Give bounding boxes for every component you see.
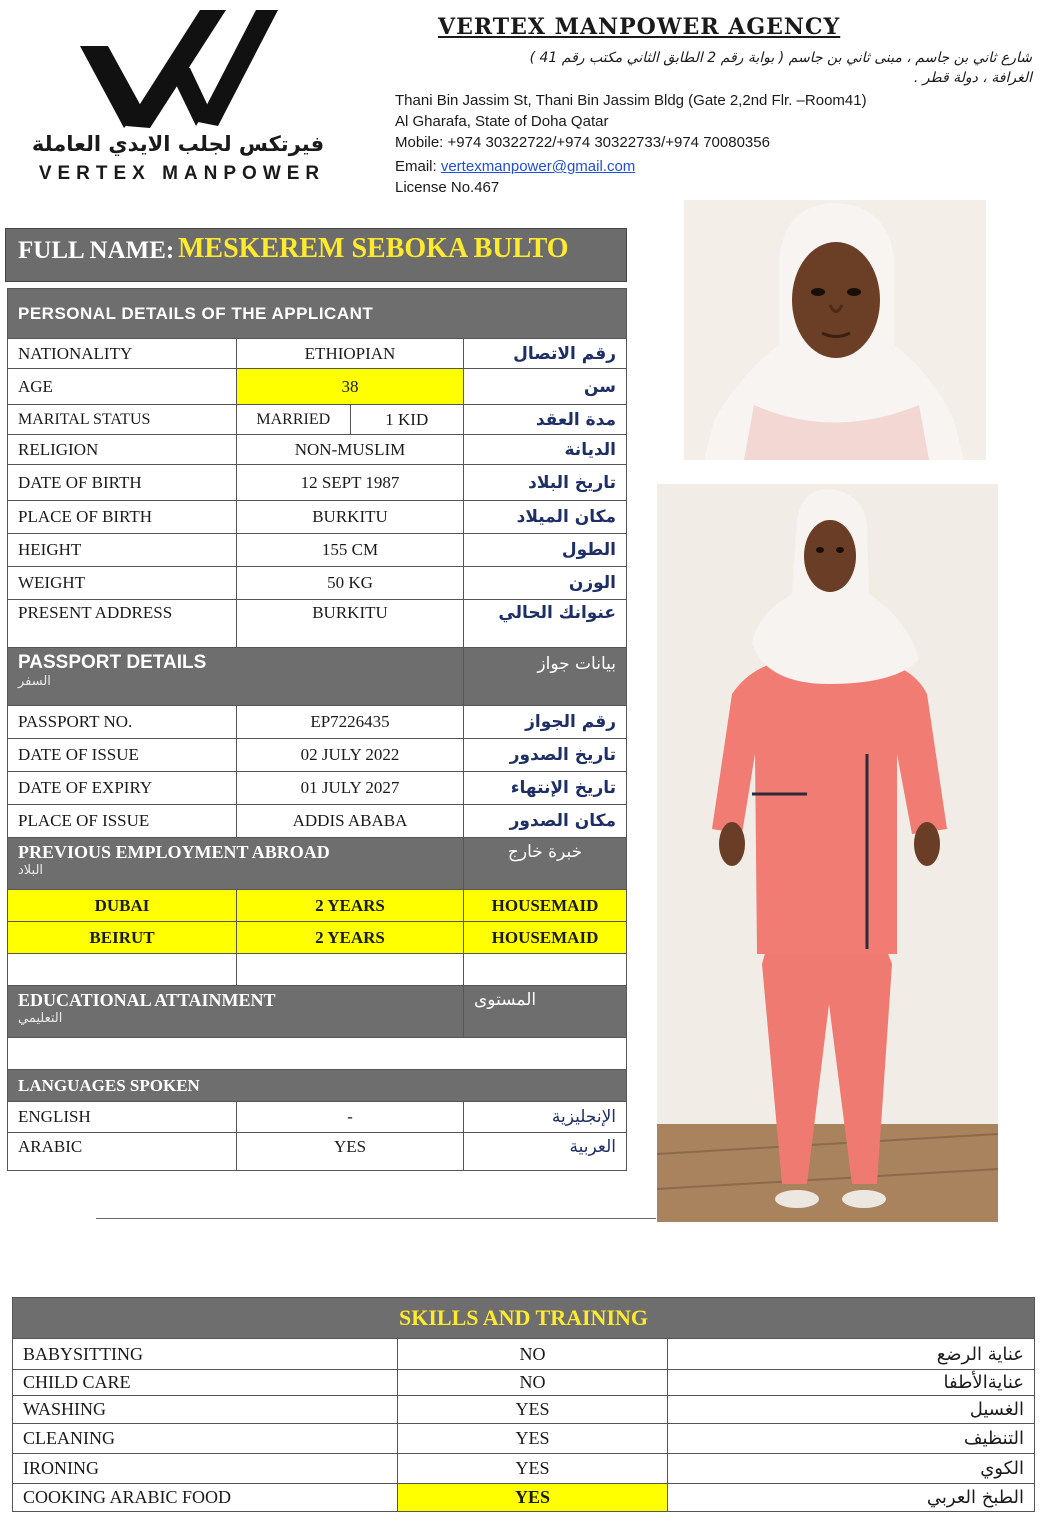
skills-header [13, 1298, 1035, 1339]
employment-title-arabic: خبرة خارج [464, 838, 627, 890]
field-label: WEIGHT [8, 567, 237, 600]
row-religion [8, 435, 627, 465]
passport-title-arabic-2: السفر [18, 674, 51, 689]
full-name-label: FULL NAME: [18, 237, 175, 264]
field-label: DATE OF BIRTH [8, 465, 237, 501]
arabic-address-line-2: الغرافة ، دولة قطر . [913, 70, 1032, 86]
field-label: PLACE OF BIRTH [8, 501, 237, 534]
employment-row [8, 890, 627, 922]
field-value: 12 SEPT 1987 [237, 465, 464, 501]
skill-name-arabic: عنايةالأطفا [668, 1370, 1035, 1396]
skill-name: COOKING ARABIC FOOD [13, 1484, 398, 1512]
education-value [8, 1038, 627, 1070]
languages-header [8, 1070, 627, 1102]
skill-row [13, 1454, 1035, 1484]
row-height [8, 534, 627, 567]
skill-name-arabic: الطبخ العربي [668, 1484, 1035, 1512]
license-number: License No.467 [395, 179, 500, 196]
personal-details-title: PERSONAL DETAILS OF THE APPLICANT [8, 289, 627, 339]
email-line [395, 158, 635, 175]
skills-title: SKILLS AND TRAINING [13, 1298, 1035, 1339]
field-label-arabic: الديانة [464, 435, 627, 465]
employment-country: DUBAI [8, 890, 237, 922]
employment-duration: 2 YEARS [237, 922, 464, 954]
field-label-arabic: مكان الصدور [464, 805, 627, 838]
employment-row-empty [8, 954, 627, 986]
skill-name-arabic: التنظيف [668, 1424, 1035, 1454]
field-label: MARITAL STATUS [8, 405, 237, 435]
field-label: DATE OF ISSUE [8, 739, 237, 772]
language-name-arabic: العربية [464, 1133, 627, 1171]
field-label: PASSPORT NO. [8, 706, 237, 739]
row-place-of-issue [8, 805, 627, 838]
field-label-arabic: الوزن [464, 567, 627, 600]
skill-value: NO [398, 1370, 668, 1396]
skill-row [13, 1484, 1035, 1512]
passport-details-title: PASSPORT DETAILS [18, 652, 207, 673]
row-date-of-issue [8, 739, 627, 772]
field-label: NATIONALITY [8, 339, 237, 369]
field-label-arabic: تاريخ الإنتهاء [464, 772, 627, 805]
full-name-value: MESKEREM SEBOKA BULTO [178, 233, 569, 264]
field-label-arabic: رقم الجواز [464, 706, 627, 739]
row-date-of-expiry [8, 772, 627, 805]
language-name: ENGLISH [8, 1102, 237, 1133]
employment-row [8, 922, 627, 954]
row-weight [8, 567, 627, 600]
field-label: RELIGION [8, 435, 237, 465]
passport-details-header [8, 648, 627, 706]
empty-cell [464, 954, 627, 986]
skill-row [13, 1370, 1035, 1396]
employment-country: BEIRUT [8, 922, 237, 954]
email-link[interactable]: vertexmanpower@gmail.com [440, 158, 636, 175]
marital-split [237, 408, 463, 432]
skill-value: YES [398, 1424, 668, 1454]
skill-value: NO [398, 1339, 668, 1370]
skills-table [12, 1297, 1035, 1512]
language-level: - [237, 1102, 464, 1133]
empty-cell [237, 954, 464, 986]
employment-title: PREVIOUS EMPLOYMENT ABROAD [18, 842, 330, 862]
skill-name: CHILD CARE [13, 1370, 398, 1396]
mobile-numbers: Mobile: +974 30322722/+974 30322733/+974 70080356 [395, 134, 770, 151]
field-label-arabic: تاريخ البلاد [464, 465, 627, 501]
employment-position: HOUSEMAID [464, 890, 627, 922]
row-date-of-birth [8, 465, 627, 501]
field-label: PRESENT ADDRESS [8, 600, 237, 648]
skill-name: CLEANING [13, 1424, 398, 1454]
skill-row [13, 1339, 1035, 1370]
field-label-arabic: تاريخ الصدور [464, 739, 627, 772]
field-value: BURKITU [237, 600, 464, 648]
marital-status-value: MARRIED [256, 410, 331, 428]
row-passport-no [8, 706, 627, 739]
employment-title-arabic-2: البلاد [18, 863, 44, 878]
languages-title: LANGUAGES SPOKEN [8, 1070, 627, 1102]
field-label: HEIGHT [8, 534, 237, 567]
field-value-split [237, 405, 464, 435]
row-present-address [8, 600, 627, 648]
applicant-full-body-photo [657, 484, 998, 1222]
skill-name-arabic: الكوي [668, 1454, 1035, 1484]
skill-name: WASHING [13, 1396, 398, 1424]
field-label-arabic: مدة العقد [464, 405, 627, 435]
row-language-arabic [8, 1133, 627, 1171]
field-value: ETHIOPIAN [237, 339, 464, 369]
address-line-1: Thani Bin Jassim St, Thani Bin Jassim Bldg (Gate 2,2nd Flr. –Room41) [395, 92, 867, 109]
education-title-arabic-2: التعليمي [18, 1011, 63, 1026]
field-value: BURKITU [237, 501, 464, 534]
empty-cell [8, 954, 237, 986]
field-label-arabic: رقم الاتصال [464, 339, 627, 369]
language-name-arabic: الإنجليزية [464, 1102, 627, 1133]
field-value: 50 KG [237, 567, 464, 600]
row-marital-status [8, 405, 627, 435]
education-title: EDUCATIONAL ATTAINMENT [18, 990, 276, 1010]
full-body-illustration [657, 484, 998, 1222]
arabic-address-line-1: شارع ثاني بن جاسم ، مبنى ثاني بن جاسم ( بوابة رقم 2 الطابق الثاني مكتب رقم 41 ) [529, 50, 1032, 66]
field-value: 02 JULY 2022 [237, 739, 464, 772]
field-label: PLACE OF ISSUE [8, 805, 237, 838]
field-label: DATE OF EXPIRY [8, 772, 237, 805]
skill-name: IRONING [13, 1454, 398, 1484]
education-value-row [8, 1038, 627, 1070]
address-line-2: Al Gharafa, State of Doha Qatar [395, 113, 609, 130]
field-value: 155 CM [237, 534, 464, 567]
field-value: 01 JULY 2027 [237, 772, 464, 805]
vertex-logo [80, 10, 280, 130]
education-header [8, 986, 627, 1038]
children-count-value: 1 KID [385, 409, 429, 429]
section-divider-line [96, 1218, 656, 1219]
full-name-bar [5, 228, 627, 282]
field-value: 38 [237, 369, 464, 405]
skill-value: YES [398, 1396, 668, 1424]
education-header-cell [8, 986, 464, 1038]
skill-name: BABYSITTING [13, 1339, 398, 1370]
language-name: ARABIC [8, 1133, 237, 1171]
skill-name-arabic: الغسيل [668, 1396, 1035, 1424]
agency-title: VERTEX MANPOWER AGENCY [438, 14, 841, 40]
applicant-details-table [7, 288, 627, 1171]
education-title-arabic: المستوى [464, 986, 627, 1038]
headshot-illustration [684, 200, 986, 460]
field-label-arabic: الطول [464, 534, 627, 567]
passport-title-arabic: بيانات جواز [464, 648, 627, 706]
personal-details-header [8, 289, 627, 339]
skill-name-arabic: عناية الرضع [668, 1339, 1035, 1370]
employment-position: HOUSEMAID [464, 922, 627, 954]
field-value: EP7226435 [237, 706, 464, 739]
logo-latin-name: VERTEX MANPOWER [38, 163, 326, 184]
skill-row [13, 1396, 1035, 1424]
skill-value: YES [398, 1484, 668, 1512]
field-label-arabic: سن [464, 369, 627, 405]
logo-arabic-name: فيرتكس لجلب الايدي العاملة [31, 132, 325, 156]
email-label: Email: [395, 158, 441, 175]
row-language-english [8, 1102, 627, 1133]
field-label-arabic: مكان الميلاد [464, 501, 627, 534]
field-label: AGE [8, 369, 237, 405]
field-label-arabic: عنوانك الحالي [464, 600, 627, 648]
field-value: ADDIS ABABA [237, 805, 464, 838]
employment-duration: 2 YEARS [237, 890, 464, 922]
applicant-headshot-photo [684, 200, 986, 460]
employment-header [8, 838, 627, 890]
row-age [8, 369, 627, 405]
employment-header-cell [8, 838, 464, 890]
passport-header-cell [8, 648, 464, 706]
field-value: NON-MUSLIM [237, 435, 464, 465]
row-nationality [8, 339, 627, 369]
row-place-of-birth [8, 501, 627, 534]
skill-row [13, 1424, 1035, 1454]
skill-value: YES [398, 1454, 668, 1484]
language-level: YES [237, 1133, 464, 1171]
